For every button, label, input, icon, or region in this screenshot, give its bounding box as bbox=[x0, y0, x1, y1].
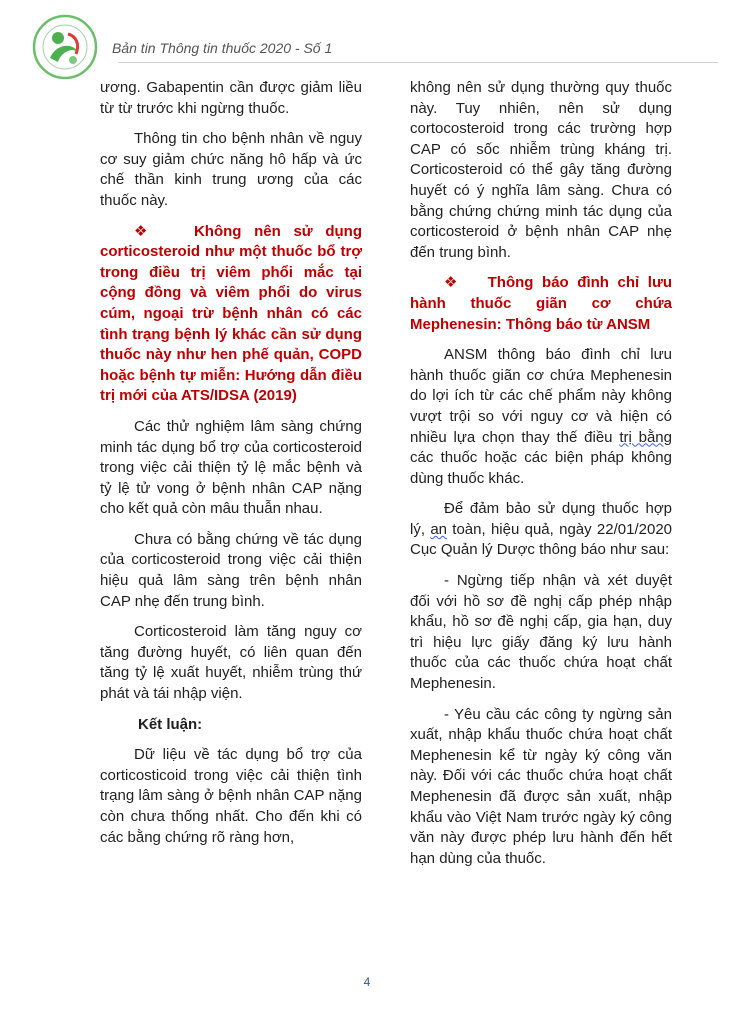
spellcheck-text: trị bằng bbox=[619, 428, 672, 446]
hospital-logo-icon bbox=[28, 14, 102, 80]
section-heading-mephenesin bbox=[410, 273, 672, 335]
paragraph: Các thử nghiệm lâm sàng chứng minh tác dụng bổ trợ của corticosteroid trong việc cải thiện tỷ lệ mắc bệnh và tỷ lệ tử vong ở bệnh nhân CAP nặng cho kết quả còn mâu thuẫn nhau. bbox=[100, 417, 362, 518]
paragraph bbox=[410, 499, 672, 561]
section-heading-text: Không nên sử dụng corticosteroid như một thuốc bổ trợ trong điều trị viêm phổi mắc tại cộng đồng và viêm phổi do virus cúm, ngoại trừ bệnh nhân có các tình trạng bệnh lý khác cần sử dụng thuốc này như hen phế quản, COPD hoặc bệnh tự miễn: Hướng dẫn điều trị mới của ATS/IDSA (2019) bbox=[100, 222, 362, 405]
paragraph: - Ngừng tiếp nhận và xét duyệt đối với hồ sơ đề nghị cấp phép nhập khẩu, hồ sơ đề nghị cấp, gia hạn, duy trì hiệu lực giấy đăng ký lưu hành thuốc của các thuốc chứa hoạt chất Mephenesin. bbox=[410, 572, 672, 693]
diamond-bullet-icon: ❖ bbox=[444, 274, 462, 292]
section-heading-corticosteroid bbox=[100, 222, 362, 407]
left-column bbox=[100, 78, 362, 858]
paragraph: - Yêu cầu các công ty ngừng sản xuất, nhập khẩu thuốc chứa hoạt chất Mephenesin kể từ ngày ký công văn này. Đối với các thuốc chứa hoạt chất Mephenesin đã được sản xuất, nhập khẩu vào Việt Nam trước ngày ký công văn này được phép lưu hành đến hết hạn dùng của thuốc. bbox=[410, 705, 672, 867]
section-heading-text: Thông báo đình chỉ lưu hành thuốc giãn cơ chứa Mephenesin: Thông báo từ ANSM bbox=[410, 274, 672, 333]
paragraph-text: ANSM thông báo đình chỉ lưu hành thuốc giãn cơ chứa Mephenesin do lợi ích từ các chế phẩm này không vượt trội so với nguy cơ và hiện có nhiều lựa chọn thay thế điều bbox=[410, 346, 672, 446]
paragraph: Dữ liệu về tác dụng bổ trợ của corticosticoid trong việc cải thiện tình trạng lâm sàng ở bệnh nhân CAP nặng còn chưa thống nhất. Cho đến khi có các bằng chứng rõ ràng hơn, bbox=[100, 746, 362, 846]
paragraph: Corticosteroid làm tăng nguy cơ tăng đường huyết, có liên quan đến tăng tỷ lệ xuất huyết, nhiễm trùng thứ phát và tái nhập viện. bbox=[100, 623, 362, 703]
conclusion-heading: Kết luận: bbox=[138, 715, 203, 733]
paragraph-text: các thuốc hoặc các biện pháp không dùng thuốc khác. bbox=[410, 449, 672, 487]
page-header bbox=[28, 14, 718, 80]
paragraph: ương. Gabapentin cần được giảm liều từ từ trước khi ngừng thuốc. bbox=[100, 79, 362, 117]
right-column bbox=[410, 78, 672, 879]
paragraph-text: Để đảm bảo sử dụng thuốc hợp lý, bbox=[410, 500, 672, 538]
diamond-bullet-icon: ❖ bbox=[134, 222, 156, 240]
paragraph: không nên sử dụng thường quy thuốc này. Tuy nhiên, nên sử dụng cortocosteroid trong các trường hợp CAP có sốc nhiễm trùng kháng trị. Corticosteroid có thể gây tăng đường huyết có ý nghĩa lâm sàng. Chưa có bằng chứng chứng minh tác dụng của corticosteroid ở bệnh nhân CAP nhẹ đến trung bình. bbox=[410, 79, 672, 261]
spellcheck-text: an bbox=[430, 520, 447, 538]
header-divider bbox=[118, 62, 718, 63]
page-number: 4 bbox=[363, 975, 371, 989]
paragraph: Thông tin cho bệnh nhân về nguy cơ suy giảm chức năng hô hấp và ức chế thần kinh trung ương của các thuốc này. bbox=[100, 130, 362, 209]
paragraph-text: toàn, hiệu quả, ngày 22/01/2020 Cục Quản lý Dược thông báo như sau: bbox=[410, 520, 673, 559]
paragraph bbox=[410, 345, 672, 489]
newsletter-title: Bản tin Thông tin thuốc 2020 - Số 1 bbox=[112, 40, 333, 56]
paragraph: Chưa có bằng chứng về tác dụng của corticosteroid trong việc cải thiện hiệu quả lâm sàng trên bệnh nhân CAP nhẹ đến trung bình. bbox=[100, 530, 362, 610]
